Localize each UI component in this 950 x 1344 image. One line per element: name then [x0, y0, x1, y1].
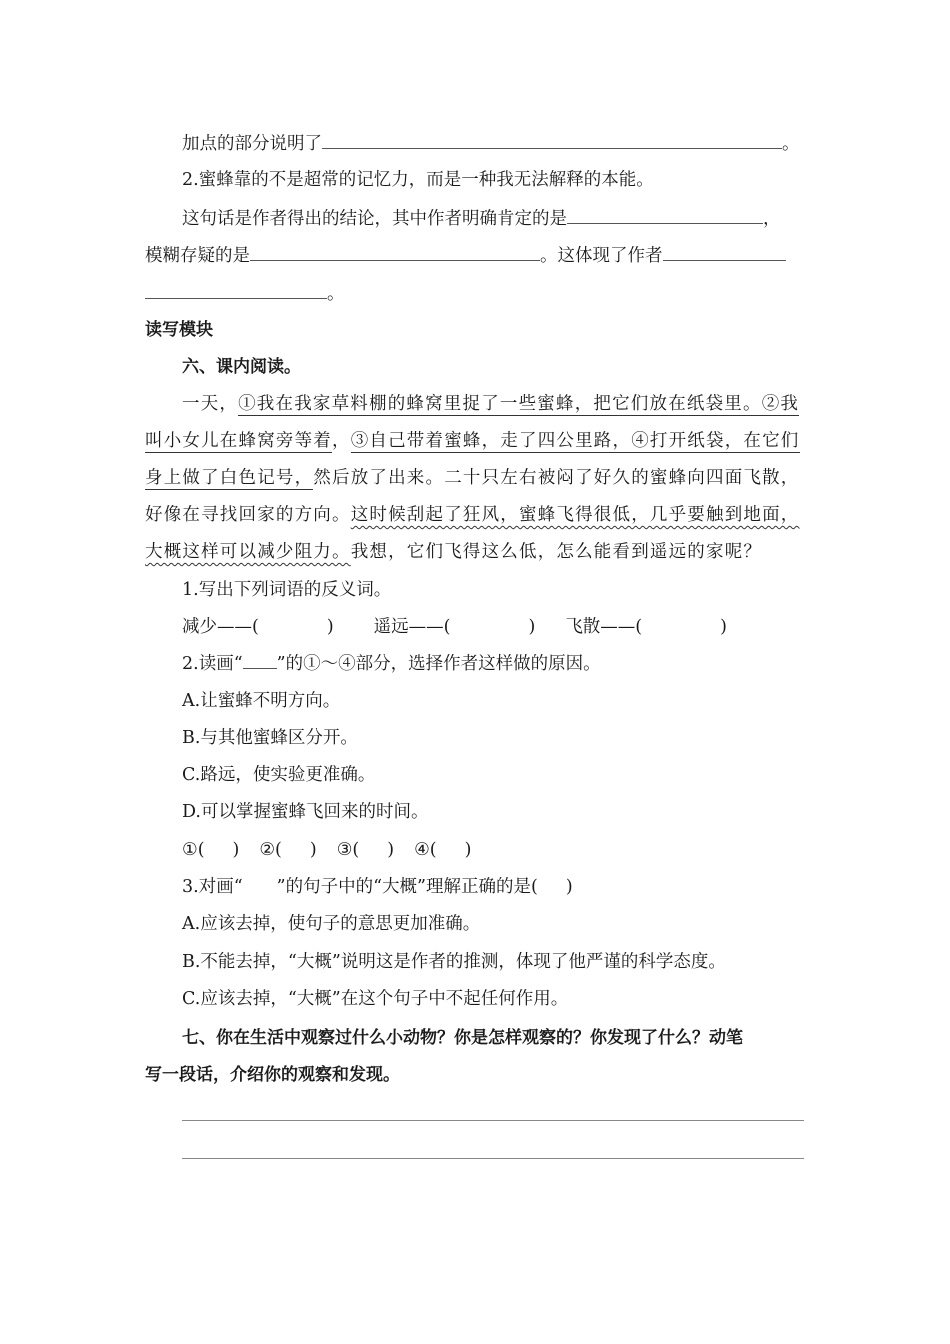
answer-label: ④(: [414, 840, 437, 860]
text: 3.对画“: [182, 877, 243, 897]
text: 。: [782, 134, 800, 154]
writing-line[interactable]: [182, 1158, 804, 1159]
answer-blank[interactable]: [145, 280, 327, 299]
text: 一天，: [182, 394, 239, 414]
option-a: A.让蜜蜂不明方向。: [182, 691, 341, 711]
question-2-answers: [182, 838, 847, 862]
text: ): [387, 840, 395, 860]
passage-line-3: [145, 466, 810, 490]
text: 我想，它们飞得这么低，怎么能看到遥远的家呢？: [350, 542, 763, 562]
text: ”的①～④部分，选择作者这样做的原因。: [276, 654, 601, 674]
answer-blank[interactable]: [663, 242, 786, 261]
section-7-prompt-line-2: 写一段话，介绍你的观察和发现。: [145, 1065, 400, 1085]
option-c: C.路远，使实验更准确。: [182, 765, 376, 785]
question-item-2-prompt: [182, 205, 847, 231]
underlined-part-1: ①我在我家草料棚的蜂窝里捉了一些蜜蜂，把它们放在纸袋里。: [238, 394, 762, 414]
wavy-underlined-sentence: 这时候刮起了狂风，蜜蜂飞得很低，几乎要触到地面，: [350, 505, 800, 525]
passage-line-4: [145, 503, 810, 527]
answer-blank[interactable]: [250, 242, 540, 261]
question-item-2-prompt-cont: [145, 242, 810, 268]
underlined-part-4: ④打开纸袋，在它们: [631, 431, 800, 451]
underlined-part-2: 叫小女儿在蜂窝旁等着: [145, 431, 332, 451]
text: ，: [332, 431, 351, 451]
text: ”的句子中的“大概”理解正确的是(: [276, 877, 538, 897]
question-2: [182, 652, 847, 676]
underlined-part-4: 身上做了白色记号，: [145, 468, 314, 488]
text: ): [720, 617, 727, 637]
passage-line-1: [182, 392, 847, 416]
text: ): [464, 840, 472, 860]
text: 。这体现了作者: [540, 246, 663, 266]
question-item-2-prompt-end: [145, 280, 810, 306]
answer-label: ③(: [336, 840, 360, 860]
option-d: D.可以掌握蜜蜂飞回来的时间。: [182, 802, 429, 822]
module-title: 读写模块: [145, 320, 213, 340]
text: ，: [763, 209, 781, 229]
answer-blank[interactable]: [322, 130, 782, 149]
underline-sample: [243, 652, 277, 669]
question-1: 1.写出下列词语的反义词。: [182, 580, 392, 600]
underlined-part-2: ②我: [761, 394, 800, 414]
text: 加点的部分说明了: [182, 134, 322, 154]
section-6-title: 六、课内阅读。: [182, 357, 301, 377]
text: 2.读画“: [182, 654, 243, 674]
answer-blank[interactable]: [567, 205, 763, 224]
q3-option-c: C.应该去掉，“大概”在这个句子中不起任何作用。: [182, 989, 569, 1009]
text: 模糊存疑的是: [145, 246, 250, 266]
answer-label: ②(: [259, 840, 282, 860]
text: ): [565, 877, 573, 897]
underlined-part-3: ③自己带着蜜蜂，走了四公里路，: [350, 431, 632, 451]
writing-line[interactable]: [182, 1120, 804, 1121]
text: 。: [327, 284, 345, 304]
passage-line-2: [145, 429, 810, 453]
text: ): [528, 617, 536, 637]
passage-line-5: [145, 540, 810, 564]
antonym-prompt: 减少——(: [182, 617, 259, 637]
dotted-explain-line: [182, 130, 847, 156]
q3-option-a: A.应该去掉，使句子的意思更加准确。: [182, 914, 481, 934]
section-7-prompt-line-1: 七、你在生活中观察过什么小动物？你是怎样观察的？你发现了什么？动笔: [182, 1028, 743, 1048]
wavy-underlined-sentence: 大概这样可以减少阻力。: [145, 542, 351, 562]
question-3: [182, 875, 847, 899]
wavy-sample: [243, 875, 277, 891]
antonym-prompt: 遥远——(: [373, 617, 451, 637]
text: 这句话是作者得出的结论，其中作者明确肯定的是: [182, 209, 567, 229]
antonym-prompt: 飞散——(: [565, 617, 643, 637]
question-item-2: 2.蜜蜂靠的不是超常的记忆力，而是一种我无法解释的本能。: [182, 170, 654, 190]
text: 然后放了出来。二十只左右被闷了好久的蜜蜂向四面飞散，: [313, 468, 800, 488]
text: ): [309, 840, 317, 860]
answer-label: ①(: [182, 840, 205, 860]
text: ): [232, 840, 240, 860]
option-b: B.与其他蜜蜂区分开。: [182, 728, 358, 748]
antonym-row: [182, 615, 847, 639]
text: ): [326, 617, 334, 637]
q3-option-b: B.不能去掉，“大概”说明这是作者的推测，体现了他严谨的科学态度。: [182, 952, 726, 972]
text: 好像在寻找回家的方向。: [145, 505, 351, 525]
